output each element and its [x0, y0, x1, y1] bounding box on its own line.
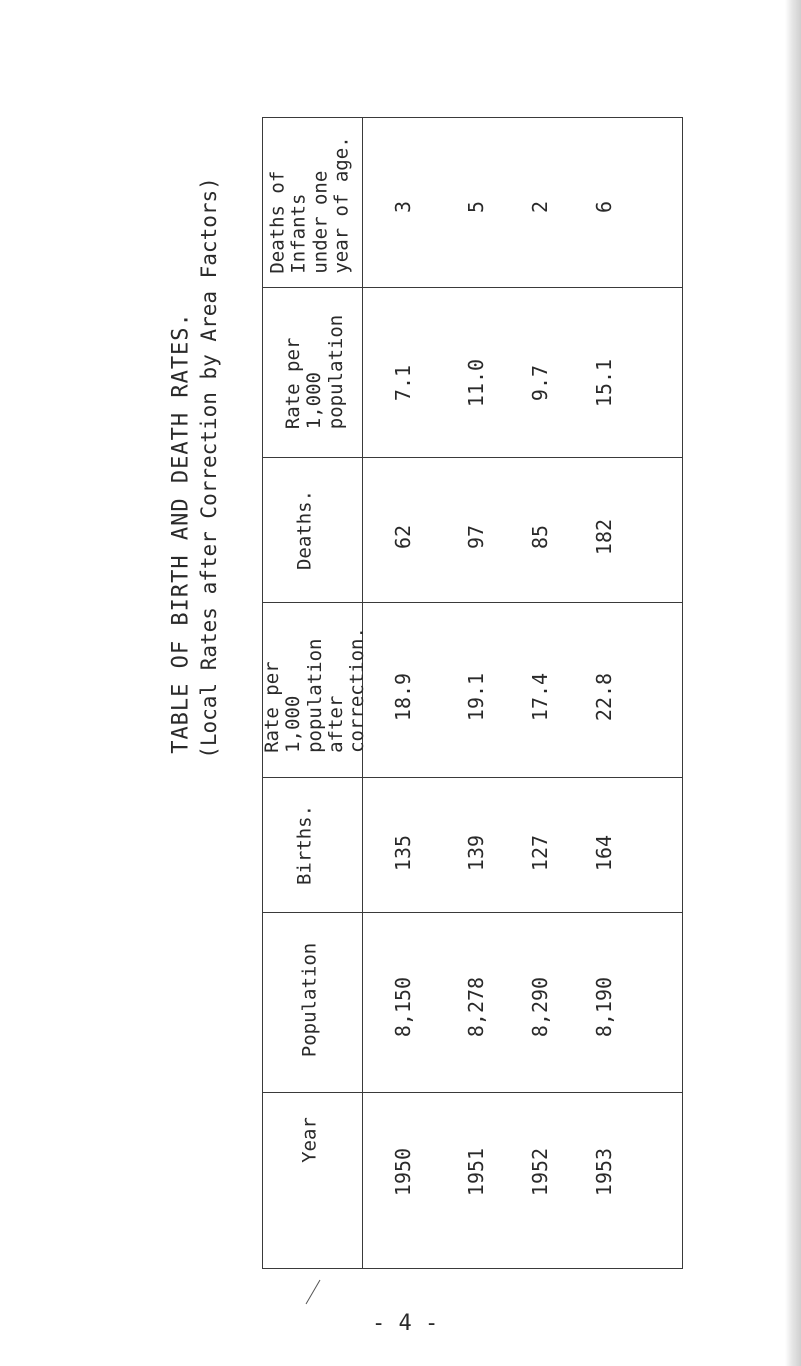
cell-deaths: 62: [390, 524, 415, 550]
cell-year: 1951: [463, 1147, 488, 1197]
cell-infant-deaths: 2: [527, 200, 552, 214]
cell-population: 8,278: [463, 976, 488, 1038]
cell-births: 139: [463, 834, 488, 872]
column-divider: [262, 1092, 683, 1093]
cell-birth-rate: 17.4: [527, 672, 552, 722]
cell-population: 8,290: [527, 976, 552, 1038]
cell-death-rate: 9.7: [527, 364, 552, 402]
stray-pencil-mark: [300, 1278, 324, 1306]
column-divider: [262, 457, 683, 458]
cell-birth-rate: 19.1: [463, 672, 488, 722]
cell-population: 8,190: [591, 976, 616, 1038]
cell-birth-rate: 22.8: [591, 672, 616, 722]
column-divider: [262, 912, 683, 913]
table-bottom-border: [262, 1268, 683, 1269]
cell-birth-rate: 18.9: [390, 672, 415, 722]
column-divider: [262, 287, 683, 288]
cell-population: 8,150: [390, 976, 415, 1038]
cell-deaths: 85: [527, 524, 552, 550]
cell-death-rate: 15.1: [591, 358, 616, 408]
header-deaths: Deaths.: [293, 489, 316, 571]
scan-edge-shadow: [785, 0, 801, 1366]
header-population: Population: [298, 942, 321, 1058]
header-year: Year: [298, 1117, 321, 1163]
document-subtitle: (Local Rates after Correction by Area Factors): [197, 177, 222, 759]
cell-births: 164: [591, 834, 616, 872]
cell-death-rate: 11.0: [463, 358, 488, 408]
cell-births: 135: [390, 834, 415, 872]
header-infant-deaths: Deaths of Infants under one year of age.: [266, 136, 353, 274]
column-divider: [262, 602, 683, 603]
document-title: TABLE OF BIRTH AND DEATH RATES.: [168, 312, 194, 754]
cell-year: 1950: [390, 1147, 415, 1197]
cell-infant-deaths: 5: [463, 200, 488, 214]
header-birth-rate: Rate per 1,000 population after correction.: [260, 627, 368, 753]
page-number: - 4 -: [372, 1311, 439, 1336]
cell-year: 1953: [591, 1147, 616, 1197]
cell-infant-deaths: 6: [591, 200, 616, 214]
cell-births: 127: [527, 834, 552, 872]
header-births: Births.: [293, 804, 316, 886]
cell-year: 1952: [527, 1147, 552, 1197]
table-right-border: [682, 117, 683, 1268]
table-top-border: [262, 117, 683, 118]
column-divider: [262, 777, 683, 778]
cell-deaths: 97: [463, 524, 488, 550]
header-death-rate: Rate per 1,000 population: [282, 314, 347, 430]
cell-deaths: 182: [591, 518, 616, 556]
cell-infant-deaths: 3: [390, 200, 415, 214]
cell-death-rate: 7.1: [390, 364, 415, 402]
